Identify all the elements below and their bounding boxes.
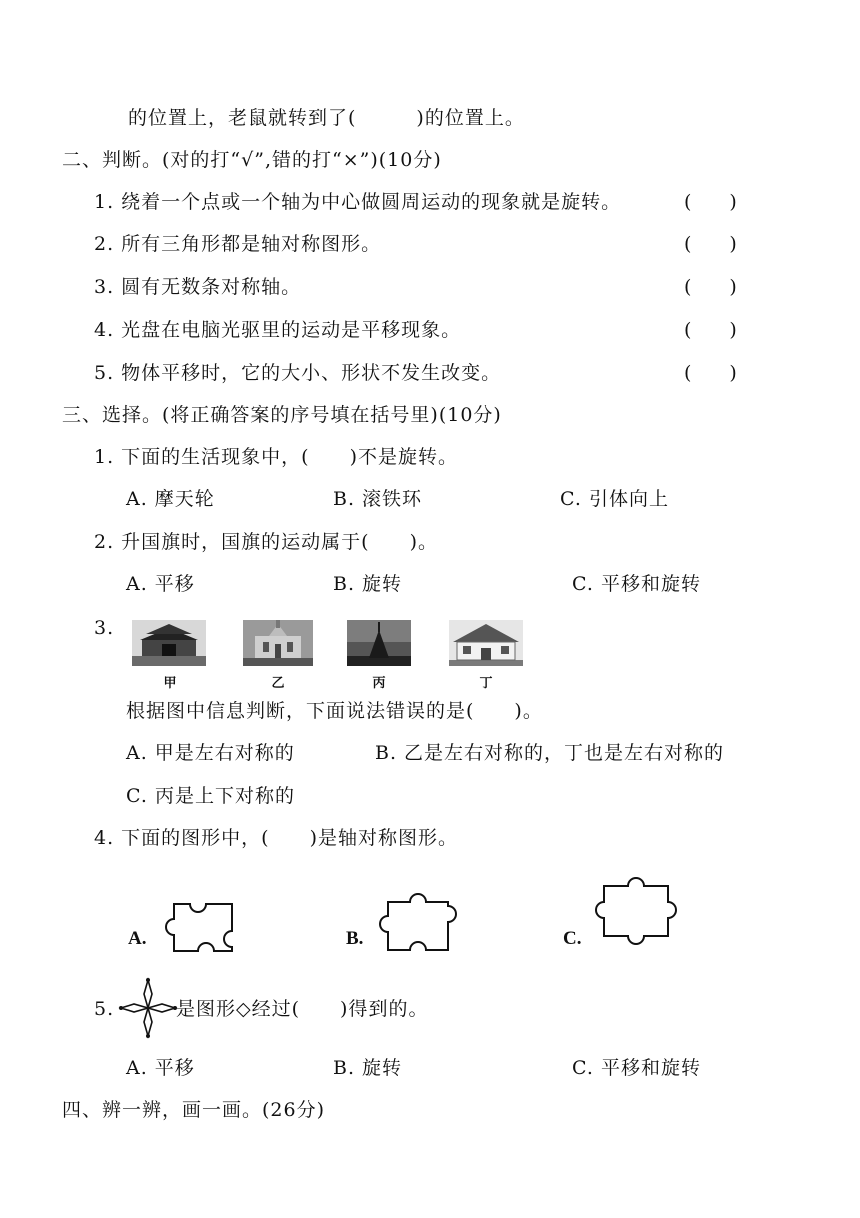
puzzle-piece-c <box>586 868 690 954</box>
q5-option-b[interactable]: B. 旋转 <box>333 1057 403 1079</box>
q3-number: 3. <box>94 617 115 639</box>
answer-paren-4[interactable]: ( ) <box>684 319 737 341</box>
photo-jia-building <box>132 620 206 666</box>
puzzle-piece-b <box>368 884 472 960</box>
rotated-diamond-figure <box>117 976 179 1040</box>
section-3-heading: 三、选择。(将正确答案的序号填在括号里)(10分) <box>62 404 502 426</box>
judge-item-4: 4. 光盘在电脑光驱里的运动是平移现象。 <box>94 319 462 341</box>
section-4-heading: 四、辨一辨，画一画。(26分) <box>62 1099 326 1121</box>
q3-text: 根据图中信息判断，下面说法错误的是( )。 <box>126 700 543 722</box>
caption-jia: 甲 <box>163 676 177 691</box>
q1-option-c[interactable]: C. 引体向上 <box>560 488 669 510</box>
answer-paren-5[interactable]: ( ) <box>684 362 737 384</box>
q5-number: 5. <box>94 998 115 1020</box>
q2-option-a[interactable]: A. 平移 <box>126 573 195 595</box>
q5-option-c[interactable]: C. 平移和旋转 <box>572 1057 701 1079</box>
q3-option-b[interactable]: B. 乙是左右对称的，丁也是左右对称的 <box>375 742 725 764</box>
q1-option-a[interactable]: A. 摩天轮 <box>126 488 215 510</box>
q2-text: 2. 升国旗时，国旗的运动属于( )。 <box>94 531 438 553</box>
q3-option-a[interactable]: A. 甲是左右对称的 <box>126 742 295 764</box>
q5-option-a[interactable]: A. 平移 <box>126 1057 195 1079</box>
q2-option-c[interactable]: C. 平移和旋转 <box>572 573 701 595</box>
q1-option-b[interactable]: B. 滚铁环 <box>333 488 423 510</box>
puzzle-piece-a <box>150 895 242 959</box>
q2-option-b[interactable]: B. 旋转 <box>333 573 403 595</box>
q4-label-a[interactable]: A. <box>128 928 147 949</box>
judge-item-1: 1. 绕着一个点或一个轴为中心做圆周运动的现象就是旋转。 <box>94 191 622 213</box>
q4-text: 4. 下面的图形中，( )是轴对称图形。 <box>94 827 458 849</box>
answer-paren-1[interactable]: ( ) <box>684 191 737 213</box>
q4-label-b[interactable]: B. <box>346 928 364 949</box>
caption-yi: 乙 <box>271 676 285 691</box>
q3-option-c[interactable]: C. 丙是上下对称的 <box>126 785 295 807</box>
judge-item-5: 5. 物体平移时，它的大小、形状不发生改变。 <box>94 362 502 384</box>
section-2-heading: 二、判断。(对的打“√”,错的打“×”)(10分) <box>62 149 442 171</box>
q1-text: 1. 下面的生活现象中，( )不是旋转。 <box>94 446 458 468</box>
answer-paren-3[interactable]: ( ) <box>684 276 737 298</box>
photo-bing-tower <box>347 620 411 666</box>
q5-text: 是图形◇经过( )得到的。 <box>176 998 429 1020</box>
caption-ding: 丁 <box>479 676 493 691</box>
answer-paren-2[interactable]: ( ) <box>684 233 737 255</box>
photo-yi-church <box>243 620 313 666</box>
judge-item-3: 3. 圆有无数条对称轴。 <box>94 276 302 298</box>
judge-item-2: 2. 所有三角形都是轴对称图形。 <box>94 233 382 255</box>
caption-bing: 丙 <box>372 676 386 691</box>
photo-ding-house <box>449 620 523 666</box>
q4-label-c[interactable]: C. <box>563 928 582 949</box>
continuation-line: 的位置上，老鼠就转到了( )的位置上。 <box>128 107 525 129</box>
